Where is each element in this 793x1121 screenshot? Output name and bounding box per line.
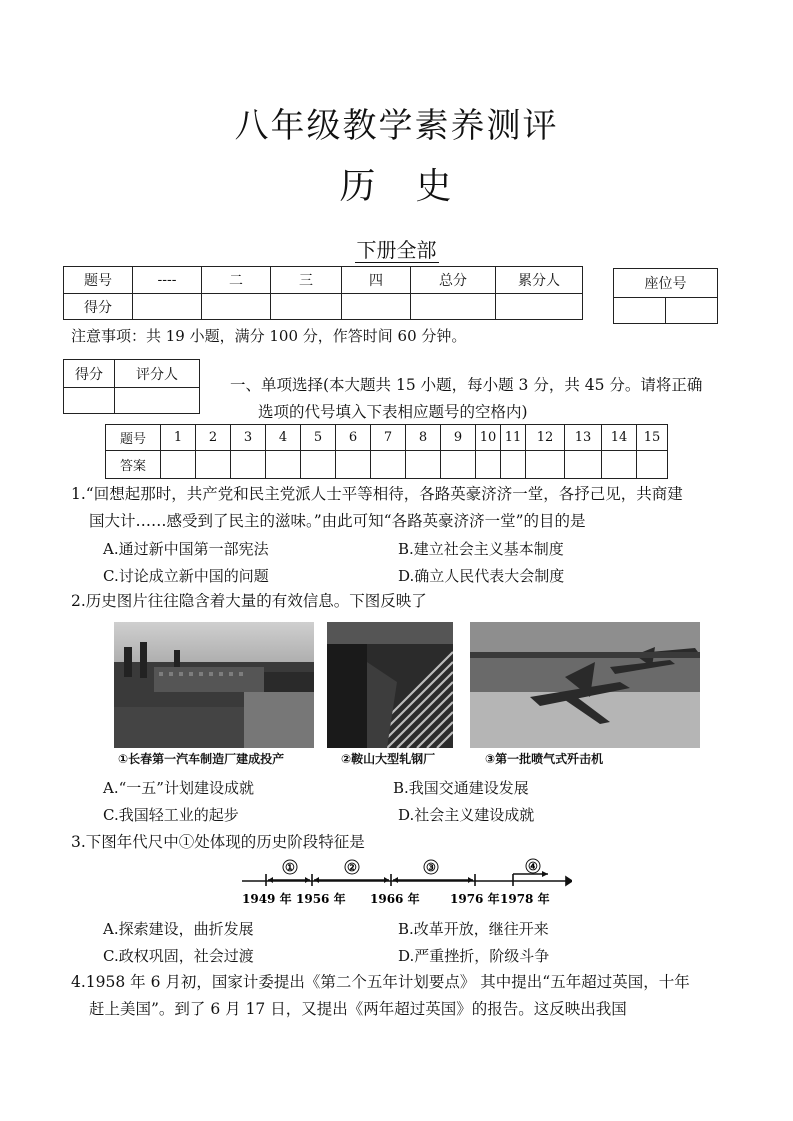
section-one-line2: 选项的代号填入下表相应题号的空格内): [258, 403, 528, 421]
answer-cell[interactable]: [501, 451, 526, 479]
score-cell: [496, 294, 583, 320]
q2-option-a[interactable]: A.“一五”计划建设成就: [103, 779, 254, 797]
score-cell: [411, 294, 496, 320]
q3-option-c[interactable]: C.政权巩固，社会过渡: [103, 947, 254, 965]
q3-option-b[interactable]: B.改革开放，继往开来: [398, 920, 549, 938]
answer-cell[interactable]: [266, 451, 301, 479]
timeline-year-1978: 1978 年: [500, 892, 550, 906]
question-4-stem-line1: 4.1958 年 6 月初，国家计委提出《第二个五年计划要点》 其中提出“五年超过英国，十年: [71, 973, 690, 991]
score-cell: [202, 294, 271, 320]
section-one-line1: 一、单项选择(本大题共 15 小题，每小题 3 分，共 45 分。请将正确: [230, 376, 703, 394]
score-table-header: ----: [133, 267, 202, 294]
grader-table: [63, 359, 200, 414]
answer-cell[interactable]: [371, 451, 406, 479]
score-table-header: 四: [342, 267, 411, 294]
question-number-cell: 14: [602, 425, 637, 451]
photo-caption-1: ①长春第一汽车制造厂建成投产: [118, 752, 285, 766]
score-table-header: 二: [202, 267, 271, 294]
timeline-ruler: [238, 858, 572, 910]
answer-table-row-label: 题号: [106, 425, 161, 451]
q1-option-c[interactable]: C.讨论成立新中国的问题: [103, 567, 269, 585]
answer-cell[interactable]: [196, 451, 231, 479]
photo-caption-2: ②鞍山大型轧钢厂: [341, 752, 436, 766]
question-number-cell: 3: [231, 425, 266, 451]
timeline-year-1976: 1976 年: [450, 892, 500, 906]
q3-option-d[interactable]: D.严重挫折，阶级斗争: [398, 947, 550, 965]
timeline-year-1949: 1949 年: [242, 892, 292, 906]
grader-score-cell: [64, 388, 115, 414]
answer-cell[interactable]: [301, 451, 336, 479]
answer-cell[interactable]: [637, 451, 668, 479]
exam-notice: 注意事项：共 19 小题，满分 100 分，作答时间 60 分钟。: [71, 327, 467, 345]
exam-scope: [0, 234, 793, 263]
seat-number-cell: [666, 298, 718, 324]
score-cell: [271, 294, 342, 320]
photo-first-jet-fighters: [470, 622, 700, 748]
question-1-stem-line2: 国大计……感受到了民主的滋味。”由此可知“各路英豪济济一堂”的目的是: [89, 512, 586, 530]
score-table-header: 三: [271, 267, 342, 294]
answer-table: [105, 424, 668, 479]
answer-cell[interactable]: [336, 451, 371, 479]
question-1: [71, 481, 726, 535]
grader-name-cell: [115, 388, 200, 414]
score-table: [63, 266, 583, 320]
q2-option-c[interactable]: C.我国轻工业的起步: [103, 806, 239, 824]
score-table-header: 累分人: [496, 267, 583, 294]
answer-cell[interactable]: [231, 451, 266, 479]
exam-title: 八年级教学素养测评: [234, 106, 559, 146]
section-one-heading: [230, 372, 730, 426]
q2-option-b[interactable]: B.我国交通建设发展: [393, 779, 529, 797]
score-table-header: 题号: [64, 267, 133, 294]
question-number-cell: 5: [301, 425, 336, 451]
photo-caption-3: ③第一批喷气式歼击机: [485, 752, 604, 766]
timeline-marker-1: ①: [285, 861, 295, 874]
q1-option-b[interactable]: B.建立社会主义基本制度: [398, 540, 564, 558]
score-cell: [342, 294, 411, 320]
answer-cell[interactable]: [476, 451, 501, 479]
question-1-stem-line1: 1.“回想起那时，共产党和民主党派人士平等相待，各路英豪济济一堂，各抒己见，共商建: [71, 485, 683, 503]
q3-option-a[interactable]: A.探索建设，曲折发展: [103, 920, 254, 938]
answer-cell[interactable]: [565, 451, 602, 479]
question-number-cell: 9: [441, 425, 476, 451]
subject-title: 历 史: [339, 166, 454, 207]
grader-name-label: 评分人: [115, 360, 200, 388]
question-number-cell: 4: [266, 425, 301, 451]
question-number-cell: 7: [371, 425, 406, 451]
question-2-stem: 2.历史图片往往隐含着大量的有效信息。下图反映了: [71, 592, 427, 610]
score-row-label: 得分: [64, 294, 133, 320]
timeline-marker-4: ④: [528, 860, 538, 873]
grader-score-label: 得分: [64, 360, 115, 388]
photo-anshan-steel-mill: [327, 622, 453, 748]
q2-option-d[interactable]: D.社会主义建设成就: [398, 806, 535, 824]
q1-option-d[interactable]: D.确立人民代表大会制度: [398, 567, 565, 585]
question-number-cell: 13: [565, 425, 602, 451]
seat-number-cell: [614, 298, 666, 324]
answer-cell[interactable]: [526, 451, 565, 479]
question-3-stem: 3.下图年代尺中①处体现的历史阶段特征是: [71, 833, 365, 851]
photo-changchun-auto-plant: [114, 622, 314, 748]
question-number-cell: 8: [406, 425, 441, 451]
question-4: [71, 969, 726, 1023]
question-number-cell: 1: [161, 425, 196, 451]
seat-number-box: [613, 268, 718, 324]
question-4-stem-line2: 赶上美国”。到了 6 月 17 日，又提出《两年超过英国》的报告。这反映出我国: [89, 1000, 627, 1018]
question-number-cell: 6: [336, 425, 371, 451]
score-cell: [133, 294, 202, 320]
answer-cell[interactable]: [602, 451, 637, 479]
question-number-cell: 11: [501, 425, 526, 451]
timeline-marker-2: ②: [347, 861, 357, 874]
score-table-header: 总分: [411, 267, 496, 294]
question-number-cell: 10: [476, 425, 501, 451]
question-number-cell: 12: [526, 425, 565, 451]
q1-option-a[interactable]: A.通过新中国第一部宪法: [103, 540, 269, 558]
exam-scope-text: 下册全部: [356, 238, 437, 262]
answer-table-row-label: 答案: [106, 451, 161, 479]
timeline-year-1956: 1956 年: [296, 892, 346, 906]
answer-cell[interactable]: [406, 451, 441, 479]
seat-number-label: 座位号: [614, 269, 718, 298]
answer-cell[interactable]: [441, 451, 476, 479]
timeline-marker-3: ③: [426, 861, 436, 874]
answer-cell[interactable]: [161, 451, 196, 479]
question-number-cell: 15: [637, 425, 668, 451]
question-number-cell: 2: [196, 425, 231, 451]
timeline-year-1966: 1966 年: [370, 892, 420, 906]
